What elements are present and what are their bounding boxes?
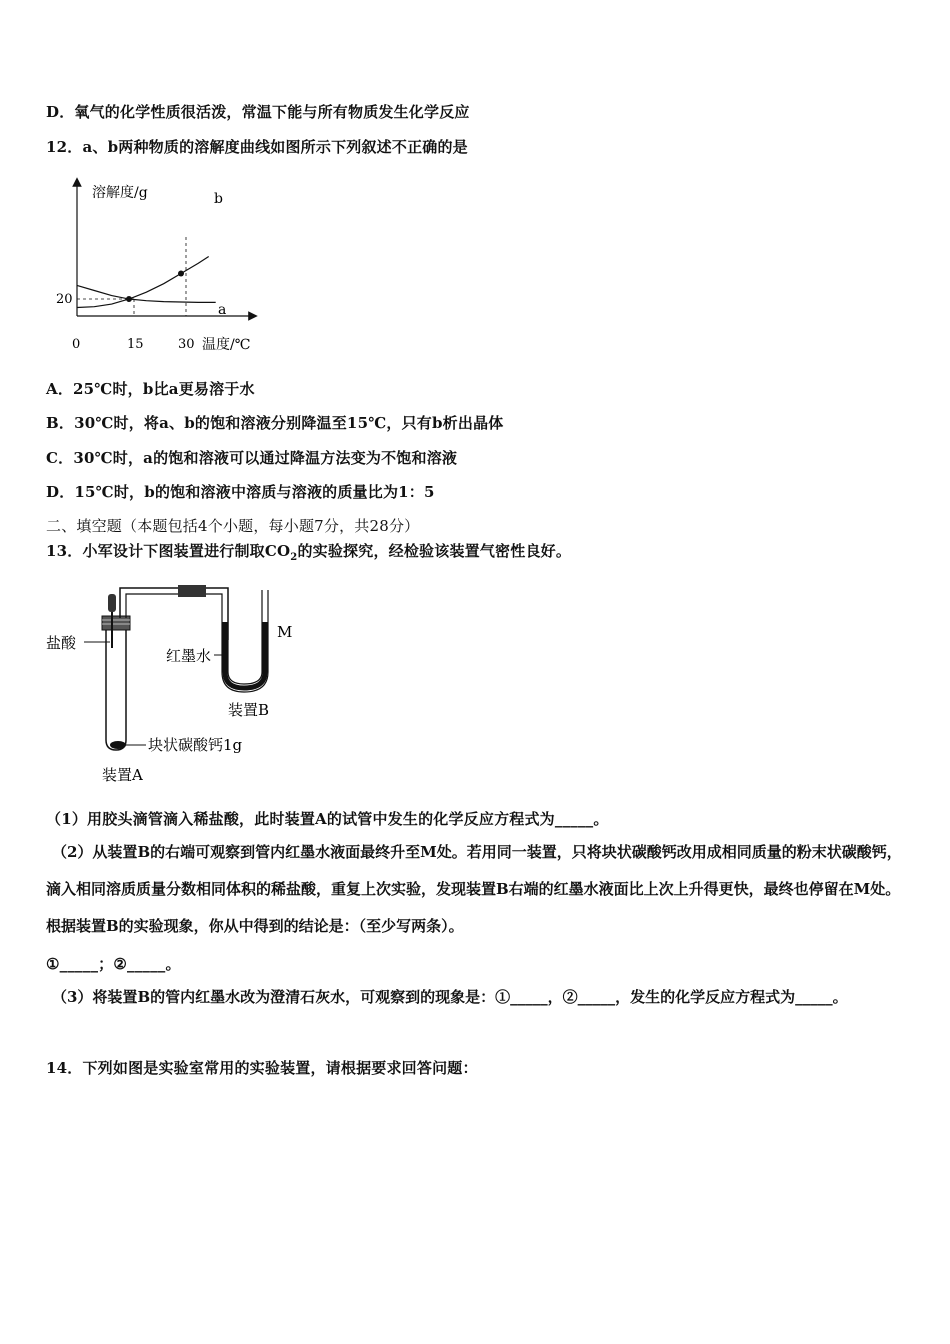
q13-part-3-text: （3）将装置B的管内红墨水改为澄清石灰水，可观察到的现象是：①_____，②_____，发生的化学反应方程式为_____。: [52, 988, 848, 1006]
y-axis-label: 溶解度/g: [92, 185, 148, 201]
dropper-bulb: [108, 594, 116, 612]
q13-part-2-blanks: ①_____；②_____。: [46, 955, 181, 973]
calcium-carbonate-lump: [110, 741, 126, 749]
q12-option-c: C．30℃时，a的饱和溶液可以通过降温方法变为不饱和溶液: [46, 449, 458, 467]
series-a-label: a: [218, 302, 227, 318]
delivery-tube: [120, 588, 228, 640]
test-tube-a: [106, 628, 126, 750]
series-a-line: [77, 285, 216, 302]
red-ink-liquid: [225, 622, 265, 688]
y-tick-20: 20: [56, 292, 73, 307]
rubber-connector: [178, 585, 206, 597]
q13-part-2-text: （2）从装置B的右端可观察到管内红墨水液面最终升至M处。若用同一装置，只将块状碳酸钙改用成相同质量的粉末状碳酸钙，滴入相同溶质质量分数相同体积的稀盐酸，重复上次实验，发现装置B右端的红墨水液面比上次上升得更快，最终也停留在M处。根据装置B的实验现象，你从中得到的结论是：（至少写两条）。: [46, 843, 902, 935]
rubber-stopper: [102, 616, 130, 630]
label-apparatus-b: 装置B: [228, 701, 270, 719]
apparatus-diagram: [40, 580, 330, 790]
origin-label: 0: [72, 337, 81, 352]
q13-stem-subscript: 2: [290, 552, 298, 563]
solubility-chart: [46, 172, 276, 362]
q11-option-d: D．氧气的化学性质很活泼，常温下能与所有物质发生化学反应: [46, 103, 470, 121]
section-2-heading: 二、填空题（本题包括4个小题，每小题7分，共28分）: [46, 517, 420, 535]
q14-stem: 14．下列如图是实验室常用的实验装置，请根据要求回答问题：: [46, 1059, 478, 1077]
q13-part-3: [46, 979, 904, 1016]
q13-stem-post: 的实验探究，经检验该装置气密性良好。: [297, 542, 572, 560]
b-at-30-marker: [178, 271, 184, 277]
q13-part-1: （1）用胶头滴管滴入稀盐酸，此时装置A的试管中发生的化学反应方程式为_____。: [46, 810, 609, 828]
label-red-ink: 红墨水: [166, 647, 212, 665]
q13-stem-pre: 13．小军设计下图装置进行制取CO: [46, 542, 291, 560]
x-tick-30: 30: [178, 337, 195, 352]
label-hydrochloric-acid: 盐酸: [46, 634, 77, 652]
q12-stem: 12．a、b两种物质的溶解度曲线如图所示下列叙述不正确的是: [46, 138, 468, 156]
series-b-label: b: [214, 191, 223, 207]
q12-option-b: B．30℃时，将a、b的饱和溶液分别降温至15℃，只有b析出晶体: [46, 414, 504, 432]
label-calcium-carbonate: 块状碳酸钙1g: [148, 736, 243, 754]
intersection-point-marker: [126, 296, 132, 302]
q13-stem: [46, 540, 571, 563]
q12-option-d: D．15℃时，b的饱和溶液中溶质与溶液的质量比为1：5: [46, 483, 435, 501]
q12-option-a: A．25℃时，b比a更易溶于水: [46, 380, 255, 398]
label-m: M: [277, 623, 293, 641]
label-apparatus-a: 装置A: [102, 766, 143, 784]
x-axis-label: 温度/℃: [202, 337, 251, 353]
x-tick-15: 15: [127, 337, 144, 352]
q13-part-2: [46, 834, 904, 945]
